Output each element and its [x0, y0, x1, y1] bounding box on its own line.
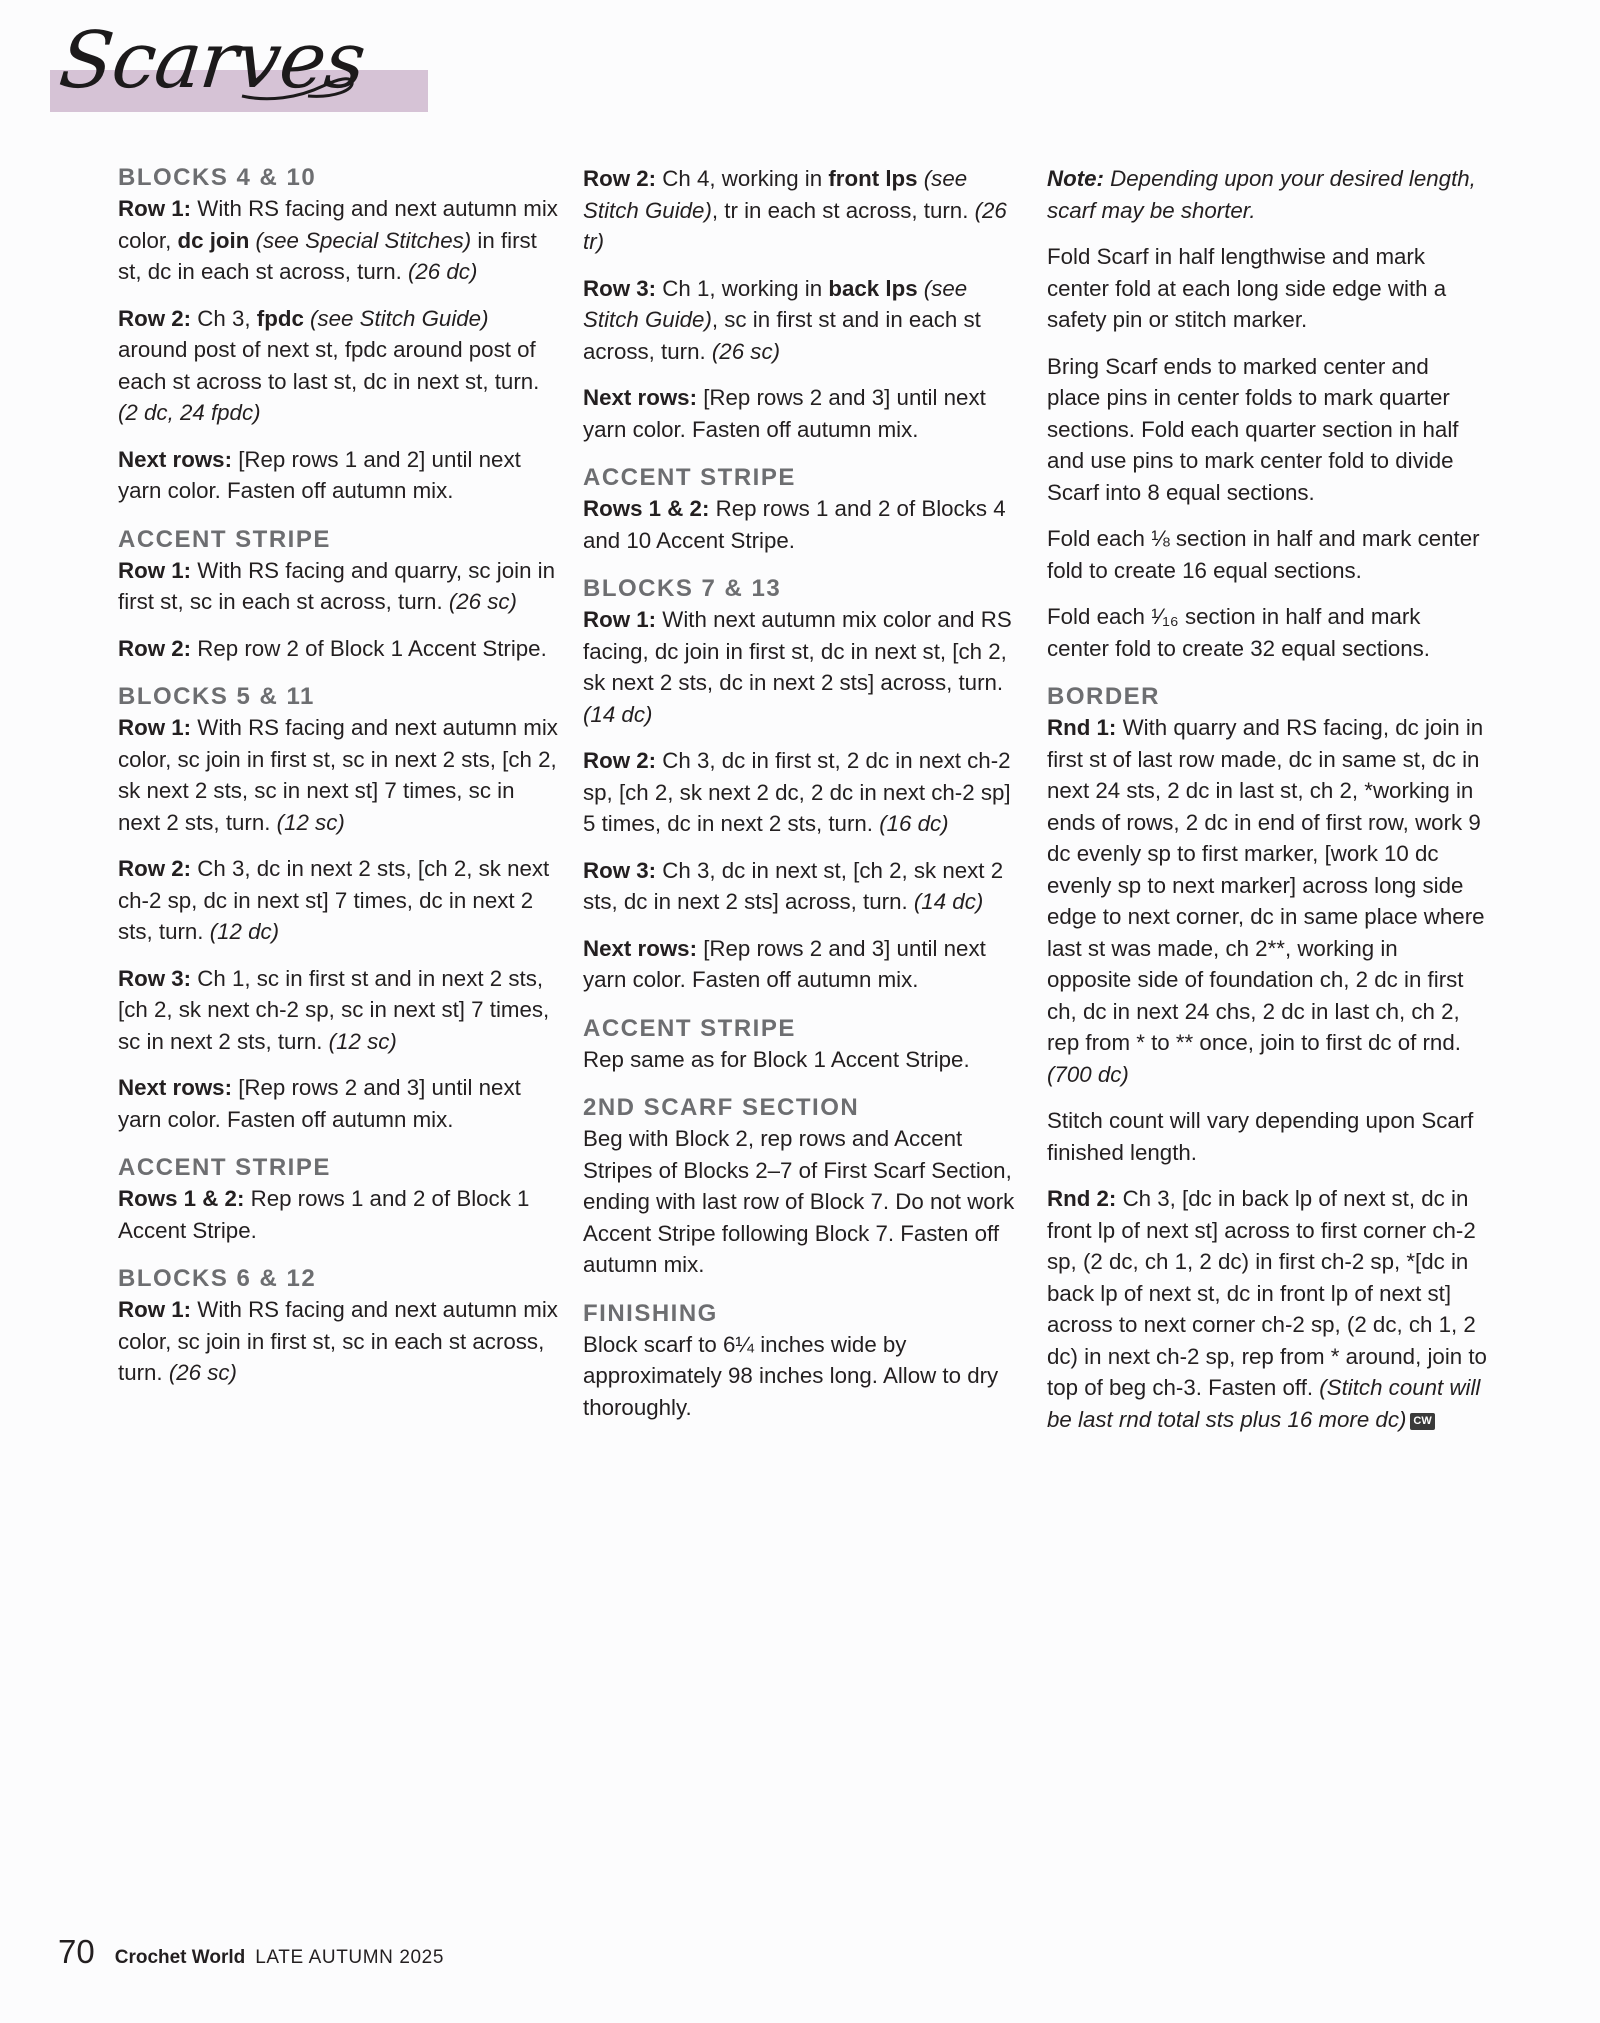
row-label: Next rows:: [118, 1075, 232, 1100]
paragraph: Fold each ¹⁄₁₆ section in half and mark center fold to create 32 equal sections.: [1047, 604, 1430, 661]
instruction-row: [583, 604, 1023, 730]
instruction-row: [583, 933, 1023, 996]
note-text: Depending upon your desired length, scarf may be shorter.: [1047, 166, 1476, 223]
row-label: Row 1:: [118, 1297, 192, 1322]
page-number: 70: [58, 1933, 95, 1970]
instruction-row: [118, 444, 558, 507]
instruction-row: [118, 1072, 558, 1135]
row-text: With RS facing and next autumn mix color,: [118, 196, 558, 253]
title-swash-icon: [238, 62, 358, 112]
row-text: With quarry and RS facing, dc join in first st of last row made, dc in same st, dc in next 24 sts, 2 dc in last st, ch 2, *working in ends of rows, 2 dc in end of first row, work 9 dc evenly sp to first marker, [work 10 dc evenly sp to next marker] across long side edge to next corner, dc in same place where last st was made, ch 2**, working in opposite side of foundation ch, 2 dc in first ch, dc in next 24 chs, 2 dc in last ch, ch 2, rep from * to ** once, join to first dc of rnd.: [1047, 715, 1485, 1055]
instruction-row: [583, 493, 1023, 556]
stitch-count: (700 dc): [1047, 1061, 1129, 1087]
column-2: [583, 163, 1023, 1438]
stitch-count: (26 sc): [448, 589, 517, 614]
section-heading: BORDER: [1047, 683, 1161, 710]
section-heading: BLOCKS 5 & 11: [118, 683, 315, 710]
row-text: Ch 1, working in: [656, 275, 829, 301]
stitch-term: fpdc: [256, 305, 304, 331]
row-text: Ch 4, working in: [656, 166, 829, 191]
instruction-row: [118, 853, 558, 948]
instruction-row: [583, 163, 1023, 258]
paragraph: Bring Scarf ends to marked center and place pins in center folds to mark quarter sections. Fold each quarter section in half and use pins to mark center fold to divide Scarf into 8 equal sections.: [1047, 353, 1459, 505]
stitch-reference: (see Stitch Guide): [303, 305, 489, 331]
stitch-count: (26 dc): [407, 259, 478, 284]
stitch-count: (14 dc): [583, 701, 653, 727]
row-text: Ch 3, dc in first st, 2 dc in next ch-2 sp, [ch 2, sk next 2 dc, 2 dc in next ch-2 sp] 5 times, dc in next 2 sts, turn.: [583, 748, 1011, 836]
row-label: Next rows:: [118, 446, 232, 472]
note-label: Note:: [1047, 166, 1104, 191]
stitch-term: back lps: [828, 275, 918, 301]
section-heading: ACCENT STRIPE: [583, 464, 796, 491]
row-label: Row 1:: [118, 196, 192, 221]
stitch-count: (26 sc): [168, 1360, 237, 1385]
row-label: Rows 1 & 2:: [118, 1186, 245, 1211]
stitch-count: (26 tr): [583, 197, 1007, 254]
instruction-row: [583, 382, 1023, 445]
row-text: With RS facing and quarry, sc join in first st, sc in each st across, turn.: [118, 557, 556, 614]
row-text: , sc in first st and in each st across, turn.: [583, 307, 981, 364]
instruction-row: [1047, 1183, 1487, 1435]
page-footer: [58, 1933, 444, 1971]
row-text: around post of next st, fpdc around post of each st across to last st, dc in next st, turn.: [118, 337, 540, 394]
instruction-row: [118, 1294, 558, 1389]
instruction-row: [583, 273, 1023, 368]
section-heading: BLOCKS 4 & 10: [118, 164, 317, 191]
row-label: Next rows:: [583, 935, 697, 961]
row-text: Rep rows 1 and 2 of Block 1 Accent Stripe.: [118, 1186, 530, 1243]
stitch-count: (Stitch count will be last rnd total sts plus 16 more dc): [1047, 1375, 1481, 1432]
section-title: Scarves: [55, 16, 369, 106]
row-label: Next rows:: [583, 385, 697, 410]
cw-end-mark-icon: CW: [1410, 1413, 1434, 1430]
row-text: Ch 3, [dc in back lp of next st, dc in front lp of next st] across to first corner ch-2 sp, (2 dc, ch 1, 2 dc) in first ch-2 sp, *[dc in back lp of next st, dc in front lp of next st] across to next corner ch-2 sp, (2 dc, ch 1, 2 dc) in next ch-2 sp, rep from * around, join to top of beg ch-3. Fasten off.: [1047, 1186, 1487, 1400]
row-text: With RS facing and next autumn mix color, sc join in first st, sc in next 2 sts, [ch 2, sk next 2 sts, sc in next st] 7 times, sc in next 2 sts, turn.: [118, 715, 558, 835]
row-label: Row 2:: [583, 166, 657, 191]
row-label: Row 3:: [583, 275, 657, 301]
row-label: Row 3:: [583, 857, 657, 883]
row-label: Row 2:: [118, 635, 192, 661]
row-text: , tr in each st across, turn.: [711, 197, 975, 223]
row-label: Row 1:: [583, 607, 657, 632]
instruction-row: [118, 303, 558, 429]
stitch-count: (14 dc): [913, 889, 984, 914]
section-heading: ACCENT STRIPE: [118, 525, 331, 553]
row-text: Ch 3,: [191, 305, 257, 331]
paragraph: Rep same as for Block 1 Accent Stripe.: [583, 1046, 970, 1072]
row-text: in first st, dc in each st across, turn.: [118, 227, 537, 284]
row-text: Ch 3, dc in next st, [ch 2, sk next 2 sts, dc in next 2 sts] across, turn.: [583, 857, 1004, 914]
row-label: Row 1:: [118, 715, 192, 740]
section-heading: ACCENT STRIPE: [118, 1154, 331, 1181]
paragraph: Beg with Block 2, rep rows and Accent Stripes of Blocks 2–7 of First Scarf Section, ending with last row of Block 7. Do not work Accent Stripe following Block 7. Fasten off autumn mix.: [583, 1126, 1015, 1277]
section-heading: BLOCKS 6 & 12: [118, 1265, 317, 1292]
instruction-row: [118, 193, 558, 288]
issue-label: LATE AUTUMN 2025: [255, 1947, 445, 1968]
stitch-count: (2 dc, 24 fpdc): [118, 400, 261, 425]
row-label: Rows 1 & 2:: [583, 496, 710, 521]
stitch-count: (12 sc): [328, 1028, 397, 1054]
row-label: Row 2:: [118, 305, 192, 331]
paragraph: Stitch count will vary depending upon Scarf finished length.: [1047, 1108, 1474, 1165]
row-label: Row 2:: [583, 748, 657, 773]
paragraph: Fold each ⅛ section in half and mark center fold to create 16 equal sections.: [1047, 526, 1480, 583]
section-heading: BLOCKS 7 & 13: [583, 575, 782, 602]
row-label: Rnd 2:: [1047, 1186, 1117, 1211]
instruction-row: [118, 963, 558, 1058]
instruction-row: [583, 745, 1023, 840]
column-1: [118, 163, 558, 1404]
row-text: With next autumn mix color and RS facing, dc join in first st, dc in next st, [ch 2, sk next 2 sts, dc in next 2 sts] across, turn.: [583, 607, 1012, 695]
stitch-term: dc join: [177, 227, 250, 253]
stitch-count: (12 sc): [276, 809, 345, 835]
paragraph: Fold Scarf in half lengthwise and mark center fold at each long side edge with a safety pin or stitch marker.: [1047, 244, 1447, 332]
row-text: Rep row 2 of Block 1 Accent Stripe.: [191, 635, 547, 661]
section-heading: ACCENT STRIPE: [583, 1014, 796, 1042]
row-label: Rnd 1:: [1047, 715, 1117, 740]
row-text: [Rep rows 1 and 2] until next yarn color. Fasten off autumn mix.: [118, 446, 521, 503]
row-text: With RS facing and next autumn mix color, sc join in first st, sc in each st across, turn.: [118, 1297, 558, 1385]
instruction-row: [118, 712, 558, 838]
note: [1047, 163, 1487, 226]
stitch-count: (16 dc): [879, 811, 949, 836]
row-text: Ch 1, sc in first st and in next 2 sts, [ch 2, sk next ch-2 sp, sc in next st] 7 times, sc in next 2 sts, turn.: [118, 965, 550, 1054]
stitch-count: (12 dc): [209, 919, 280, 944]
row-text: [Rep rows 2 and 3] until next yarn color. Fasten off autumn mix.: [583, 385, 986, 442]
row-label: Row 1:: [118, 557, 192, 583]
paragraph: Block scarf to 6¼ inches wide by approximately 98 inches long. Allow to dry thoroughly.: [583, 1331, 999, 1420]
instruction-row: [118, 1183, 558, 1246]
instruction-row: [118, 633, 558, 665]
instruction-row: [118, 555, 558, 618]
magazine-name: Crochet World: [114, 1947, 246, 1968]
row-text: [Rep rows 2 and 3] until next yarn color. Fasten off autumn mix.: [118, 1075, 521, 1132]
row-text: Rep rows 1 and 2 of Blocks 4 and 10 Accent Stripe.: [583, 496, 1006, 553]
stitch-reference: (see Special Stitches): [249, 227, 472, 253]
stitch-count: (26 sc): [711, 338, 781, 364]
row-label: Row 2:: [118, 856, 192, 881]
stitch-reference: (see Stitch Guide): [583, 166, 968, 223]
row-text: Ch 3, dc in next 2 sts, [ch 2, sk next ch-2 sp, dc in next st] 7 times, dc in next 2 sts, turn.: [118, 856, 550, 944]
stitch-reference: (see Stitch Guide): [583, 275, 968, 332]
section-heading: FINISHING: [583, 1299, 718, 1327]
stitch-term: front lps: [828, 166, 918, 191]
instruction-row: [583, 855, 1023, 918]
row-text: [Rep rows 2 and 3] until next yarn color. Fasten off autumn mix.: [583, 935, 986, 992]
column-3: [1047, 163, 1487, 1450]
row-label: Row 3:: [118, 965, 192, 991]
instruction-row: [1047, 712, 1487, 1090]
section-heading: 2ND SCARF SECTION: [583, 1094, 860, 1121]
